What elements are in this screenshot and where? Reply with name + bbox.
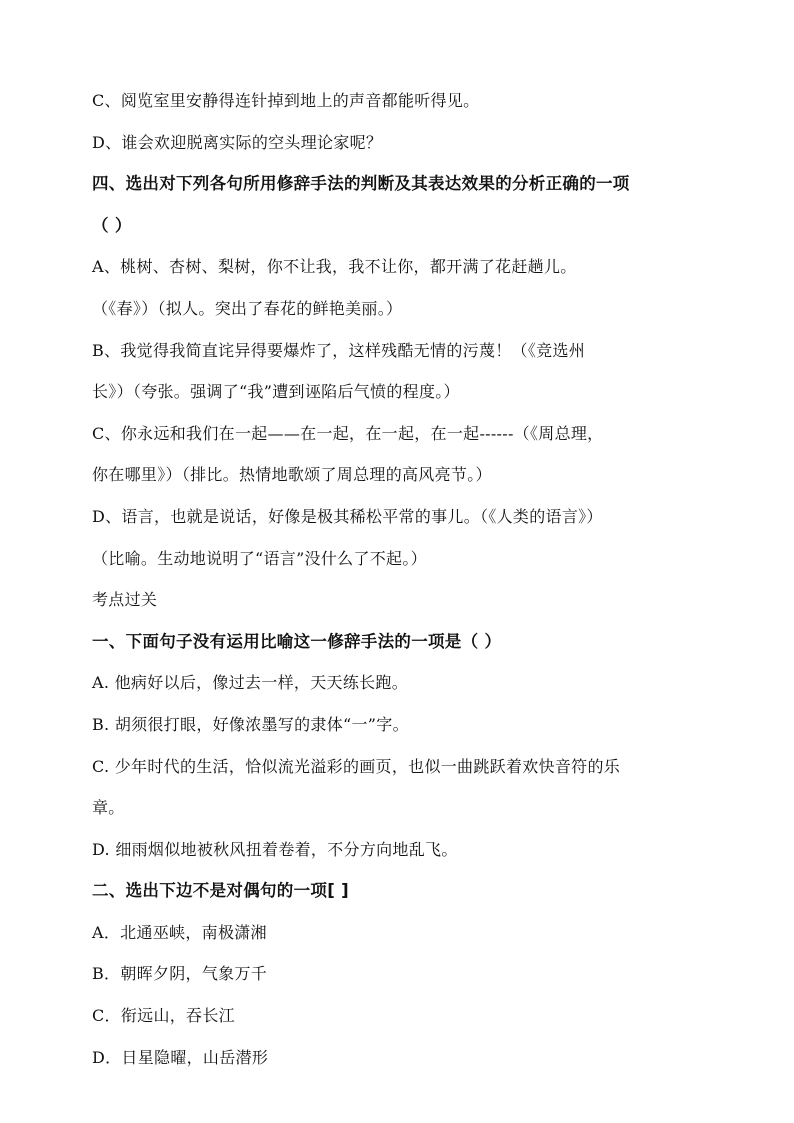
q4-option-b-note: 长》）（夸张。强调了“我”遭到诬陷后气愤的程度。）	[92, 382, 460, 402]
q4-option-b-text: B、我觉得我简直诧异得要爆炸了，这样残酷无情的污蔑！（《竞选州	[92, 340, 586, 360]
q4-option-d-text: D、语言，也就是说话，好像是极其稀松平常的事儿。（《人类的语言》）	[92, 506, 603, 526]
q1-option-c-text: C. 少年时代的生活，恰似流光溢彩的画页，也似一曲跳跃着欢快音符的乐	[92, 756, 621, 776]
q2-option-b-text: B．朝晖夕阴，气象万千	[92, 964, 268, 984]
q2-option-d-text: D．日星隐曜，山岳潜形	[92, 1047, 269, 1067]
q1-option-b-text: B. 胡须很打眼，好像浓墨写的隶体“一”字。	[92, 714, 409, 734]
q2-option-a-text: A．北通巫峡，南极潇湘	[92, 922, 267, 942]
q1-option-d-text: D. 细雨烟似地被秋风扭着卷着，不分方向地乱飞。	[92, 839, 458, 859]
q4-option-d-note: （比喻。生动地说明了“语言”没什么了不起。）	[92, 548, 427, 568]
question-4-heading: 四、选出对下列各句所用修辞手法的判断及其表达效果的分析正确的一项	[92, 174, 630, 194]
q2-option-c-text: C．衔远山，吞长江	[92, 1006, 235, 1026]
q1-option-a-text: A. 他病好以后，像过去一样，天天练长跑。	[92, 673, 409, 693]
q4-option-c-note: 你在哪里》）（排比。热情地歌颂了周总理的高风亮节。）	[92, 465, 492, 485]
question-1-heading: 一、下面句子没有运用比喻这一修辞手法的一项是（ ）	[92, 631, 502, 651]
question-4-answer-blank: （ ）	[92, 215, 132, 235]
question-2-heading: 二、选出下边不是对偶句的一项[ ]	[92, 881, 349, 901]
q4-option-a-note: （《春》）（拟人。突出了春花的鲜艳美丽。）	[92, 298, 403, 318]
section-heading-kaodian: 考点过关	[92, 590, 158, 610]
option-d-text: D、谁会欢迎脱离实际的空头理论家呢？	[92, 132, 383, 152]
document-page	[92, 80, 722, 1078]
q4-option-c-text: C、你永远和我们在一起——在一起，在一起，在一起------（《周总理，	[92, 423, 604, 443]
option-c-text: C、阅览室里安静得连针掉到地上的声音都能听得见。	[92, 91, 480, 110]
q1-option-c-continued: 章。	[92, 798, 125, 818]
q4-option-a-text: A、桃树、杏树、梨树，你不让我，我不让你，都开满了花赶趟儿。	[92, 257, 577, 277]
